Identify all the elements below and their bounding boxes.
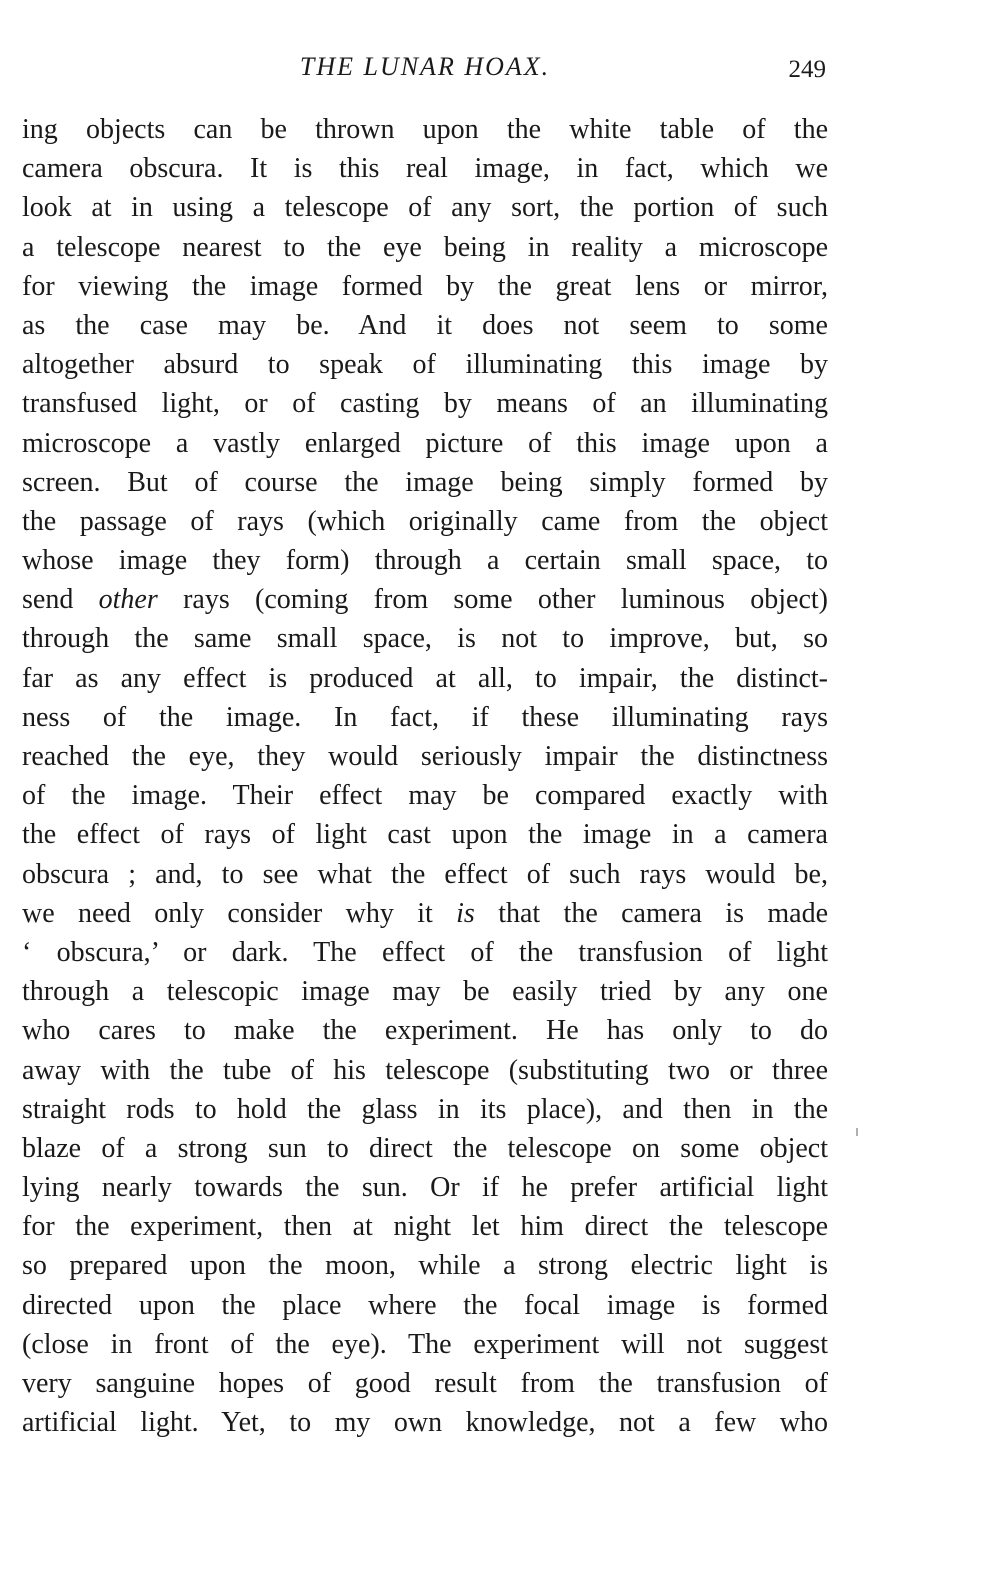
text-line: so prepared upon the moon, while a strong electric light is (22, 1250, 828, 1282)
text-line: artificial light. Yet, to my own knowledge, not a few who (22, 1407, 828, 1439)
margin-mark (856, 1128, 858, 1136)
body-text (22, 110, 828, 1442)
text-line: through a telescopic image may be easily tried by any one (22, 976, 828, 1008)
text-line: camera obscura. It is this real image, in fact, which we (22, 153, 828, 185)
running-title: THE LUNAR HOAX. (299, 52, 551, 81)
text-line: ‘ obscura,’ or dark. The effect of the transfusion of light (22, 936, 828, 968)
text-line: blaze of a strong sun to direct the telescope on some object (22, 1132, 828, 1164)
text-line: the effect of rays of light cast upon the image in a camera (22, 819, 828, 851)
text-line: the passage of rays (which originally came from the object (22, 505, 828, 537)
text-line: away with the tube of his telescope (substituting two or three (22, 1054, 828, 1086)
text-line: through the same small space, is not to improve, but, so (22, 623, 828, 655)
text-line: look at in using a telescope of any sort, the portion of such (22, 192, 828, 224)
text-line: a telescope nearest to the eye being in reality a microscope (22, 231, 828, 263)
text-line: ing objects can be thrown upon the white table of the (22, 114, 828, 145)
text-line: reached the eye, they would seriously impair the distinctness (22, 741, 828, 772)
text-line: we need only consider why it is that the camera is made (22, 897, 828, 929)
text-line: who cares to make the experiment. He has only to do (22, 1015, 828, 1047)
text-line: for the experiment, then at night let him direct the telescope (22, 1211, 828, 1243)
text-line: altogether absurd to speak of illuminating this image by (22, 349, 828, 381)
text-line: lying nearly towards the sun. Or if he prefer artificial light (22, 1172, 828, 1204)
text-line: obscura ; and, to see what the effect of such rays would be, (22, 858, 828, 890)
text-line: whose image they form) through a certain small space, to (22, 545, 828, 577)
text-line: for viewing the image formed by the great lens or mirror, (22, 270, 828, 302)
text-line: as the case may be. And it does not seem to some (22, 309, 828, 341)
text-line: ness of the image. In fact, if these illuminating rays (22, 701, 828, 733)
text-line: transfused light, or of casting by means of an illuminating (22, 388, 828, 420)
text-line: of the image. Their effect may be compared exactly with (22, 780, 828, 812)
text-line: straight rods to hold the glass in its place), and then in the (22, 1093, 828, 1125)
text-line: (close in front of the eye). The experiment will not suggest (22, 1328, 828, 1360)
page-number: 249 (788, 56, 826, 83)
text-line: far as any effect is produced at all, to impair, the distinct- (22, 662, 828, 694)
running-head (22, 52, 828, 92)
text-line: screen. But of course the image being simply formed by (22, 466, 828, 498)
text-line: microscope a vastly enlarged picture of this image upon a (22, 427, 828, 459)
text-line: very sanguine hopes of good result from the transfusion of (22, 1368, 828, 1399)
text-line: send other rays (coming from some other luminous object) (22, 584, 829, 616)
text-line: directed upon the place where the focal image is formed (22, 1289, 828, 1321)
